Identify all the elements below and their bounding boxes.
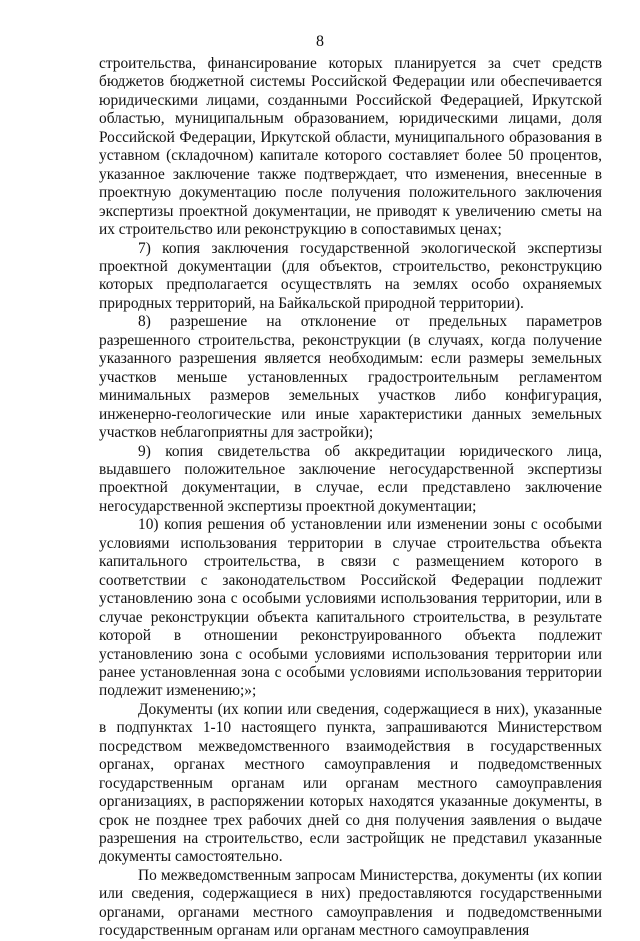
document-body [99, 55, 602, 941]
paragraph-documents-request: Документы (их копии или сведения, содержащиеся в них), указанные в подпунктах 1-10 настоящего пункта, запрашиваются Министерством посредством межведомственного взаимодействия в государственных органах, органах местного самоуправления и подведомственных государственным органам или органам местного самоуправления организациях, в распоряжении которых находятся указанные документы, в срок не позднее трех рабочих дней со дня получения заявления о выдаче разрешения на строительство, если застройщик не представил указанные документы самостоятельно. [99, 700, 602, 866]
page-number: 8 [316, 33, 324, 50]
paragraph-interagency-requests: По межведомственным запросам Министерства, документы (их копии или сведения, содержащиеся в них) предоставляются государственными органами, органами местного самоуправления и подведомственными государственным органам или органам местного самоуправления [99, 866, 602, 940]
paragraph-item-7: 7) копия заключения государственной экологической экспертизы проектной документации (для объектов, строительство, реконструкцию которых предполагается осуществлять на землях особо охраняемых природных территорий, на Байкальской природной территории). [99, 239, 602, 312]
paragraph-item-10: 10) копия решения об установлении или изменении зоны с особыми условиями использования территории в случае строительства объекта капитального строительства, в связи с размещением которого в соответствии с законодательством Российской Федерации подлежит установлению зона с особыми условиями использования территории, или в случае реконструкции объекта капитального строительства, в результате которой в отношении реконструированного объекта подлежит установлению зона с особыми условиями использования территории или ранее установленная зона с особыми условиями использования территории подлежит изменению;»; [99, 516, 602, 700]
paragraph-continuation: строительства, финансирование которых планируется за счет средств бюджетов бюджетной системы Российской Федерации или обеспечивается юридическими лицами, созданными Российской Федерацией, Иркутской областью, муниципальным образованием, юридическими лицами, доля Российской Федерации, Иркутской области, муниципального образования в уставном (складочном) капитале которого составляет более 50 процентов, указанное заключение также подтверждает, что изменения, внесенные в проектную документацию после получения положительного заключения экспертизы проектной документации, не приводят к увеличению сметы на их строительство или реконструкцию в сопоставимых ценах; [99, 55, 602, 239]
paragraph-item-8: 8) разрешение на отклонение от предельных параметров разрешенного строительства, реконструкции (в случаях, когда получение указанного разрешения является необходимым: если размеры земельных участков меньше установленных градостроительным регламентом минимальных размеров земельных участков либо конфигурация, инженерно-геологические или иные характеристики данных земельных участков неблагоприятны для застройки); [99, 313, 602, 442]
paragraph-item-9: 9) копия свидетельства об аккредитации юридического лица, выдавшего положительное заключение негосударственной экспертизы проектной документации, в случае, если представлено заключение негосударственной экспертизы проектной документации; [99, 442, 602, 515]
